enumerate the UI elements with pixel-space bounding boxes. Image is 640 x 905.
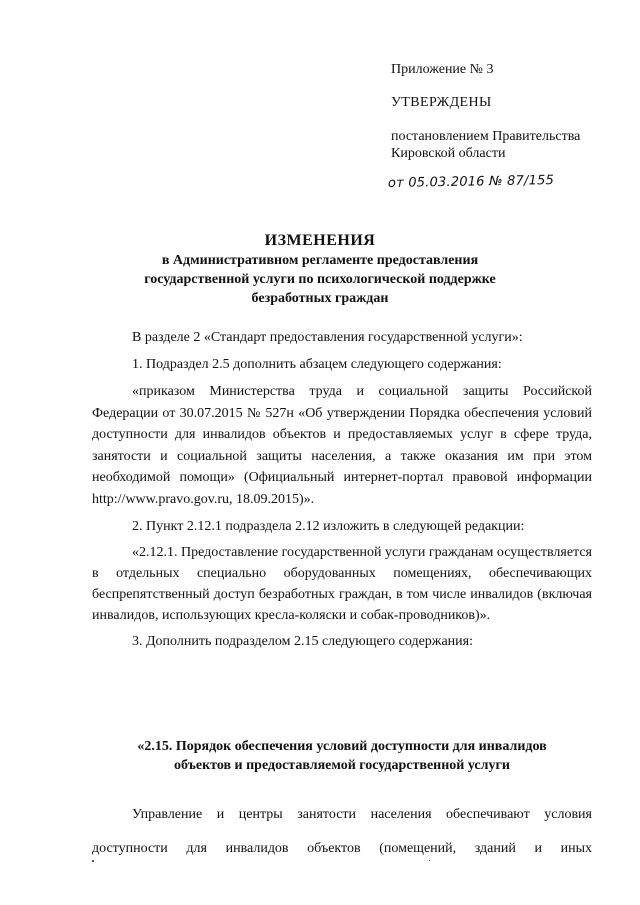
paragraph-accessibility bbox=[92, 798, 592, 866]
paragraph-section-2: В разделе 2 «Стандарт предоставления государственной услуги»: bbox=[132, 330, 523, 345]
paragraph-item-2: 2. Пункт 2.12.1 подраздела 2.12 изложить в следующей редакции: bbox=[132, 519, 525, 534]
subtitle-line-1: в Административном регламенте предоставления bbox=[161, 253, 479, 268]
subsection-heading bbox=[92, 737, 592, 775]
decree-line-2: Кировской области bbox=[391, 146, 506, 161]
paragraph-accessibility-line-2: доступности для инвалидов объектов (помещений, зданий и иных bbox=[92, 841, 592, 856]
subsection-heading-line-1: «2.15. Порядок обеспечения условий доступности для инвалидов bbox=[137, 739, 547, 754]
appendix-label: Приложение № 3 bbox=[391, 62, 494, 77]
document-subtitle bbox=[0, 251, 640, 308]
paragraph-quote-2-12-1: «2.12.1. Предоставление государственной услуги гражданам осуществляется в отдельных специально оборудованных помещениях, обеспечивающих беспрепятственный доступ безработных граждан, в том числе инвалидов (включая инвалидов, использующих кресла-коляски и собак-проводников)». bbox=[92, 545, 592, 623]
paragraph-item-3: 3. Дополнить подразделом 2.15 следующего содержания: bbox=[132, 634, 473, 649]
subsection-heading-line-2: объектов и предоставляемой государственной услуги bbox=[174, 758, 510, 773]
paragraph-quote-order: «приказом Министерства труда и социальной защиты Российской Федерации от 30.07.2015 № 527н «Об утверждении Порядка обеспечения условий доступности для инвалидов объектов и предоставляемых услуг в сфере труда, занятости и социальной защиты населения, а также оказания им при этом необходимой помощи» (Официальный интернет-портал правовой информации http://www.pravo.gov.ru, 18.09.2015)». bbox=[92, 384, 592, 507]
subtitle-line-2: государственной услуги по психологической поддержке bbox=[144, 272, 496, 287]
document-title: ИЗМЕНЕНИЯ bbox=[264, 232, 376, 249]
scan-speck bbox=[429, 860, 430, 861]
body-text bbox=[92, 327, 592, 652]
decree-line-1: постановлением Правительства bbox=[391, 129, 581, 144]
subtitle-line-3: безработных граждан bbox=[251, 291, 389, 306]
approved-label: УТВЕРЖДЕНЫ bbox=[391, 95, 492, 110]
decree-handwritten-reference: от 05.03.2016 № 87/155 bbox=[387, 173, 555, 191]
scan-speck bbox=[92, 860, 94, 862]
paragraph-item-1: 1. Подраздел 2.5 дополнить абзацем следующего содержания: bbox=[132, 357, 502, 372]
paragraph-accessibility-line-1: Управление и центры занятости населения обеспечивают условия bbox=[132, 807, 592, 822]
